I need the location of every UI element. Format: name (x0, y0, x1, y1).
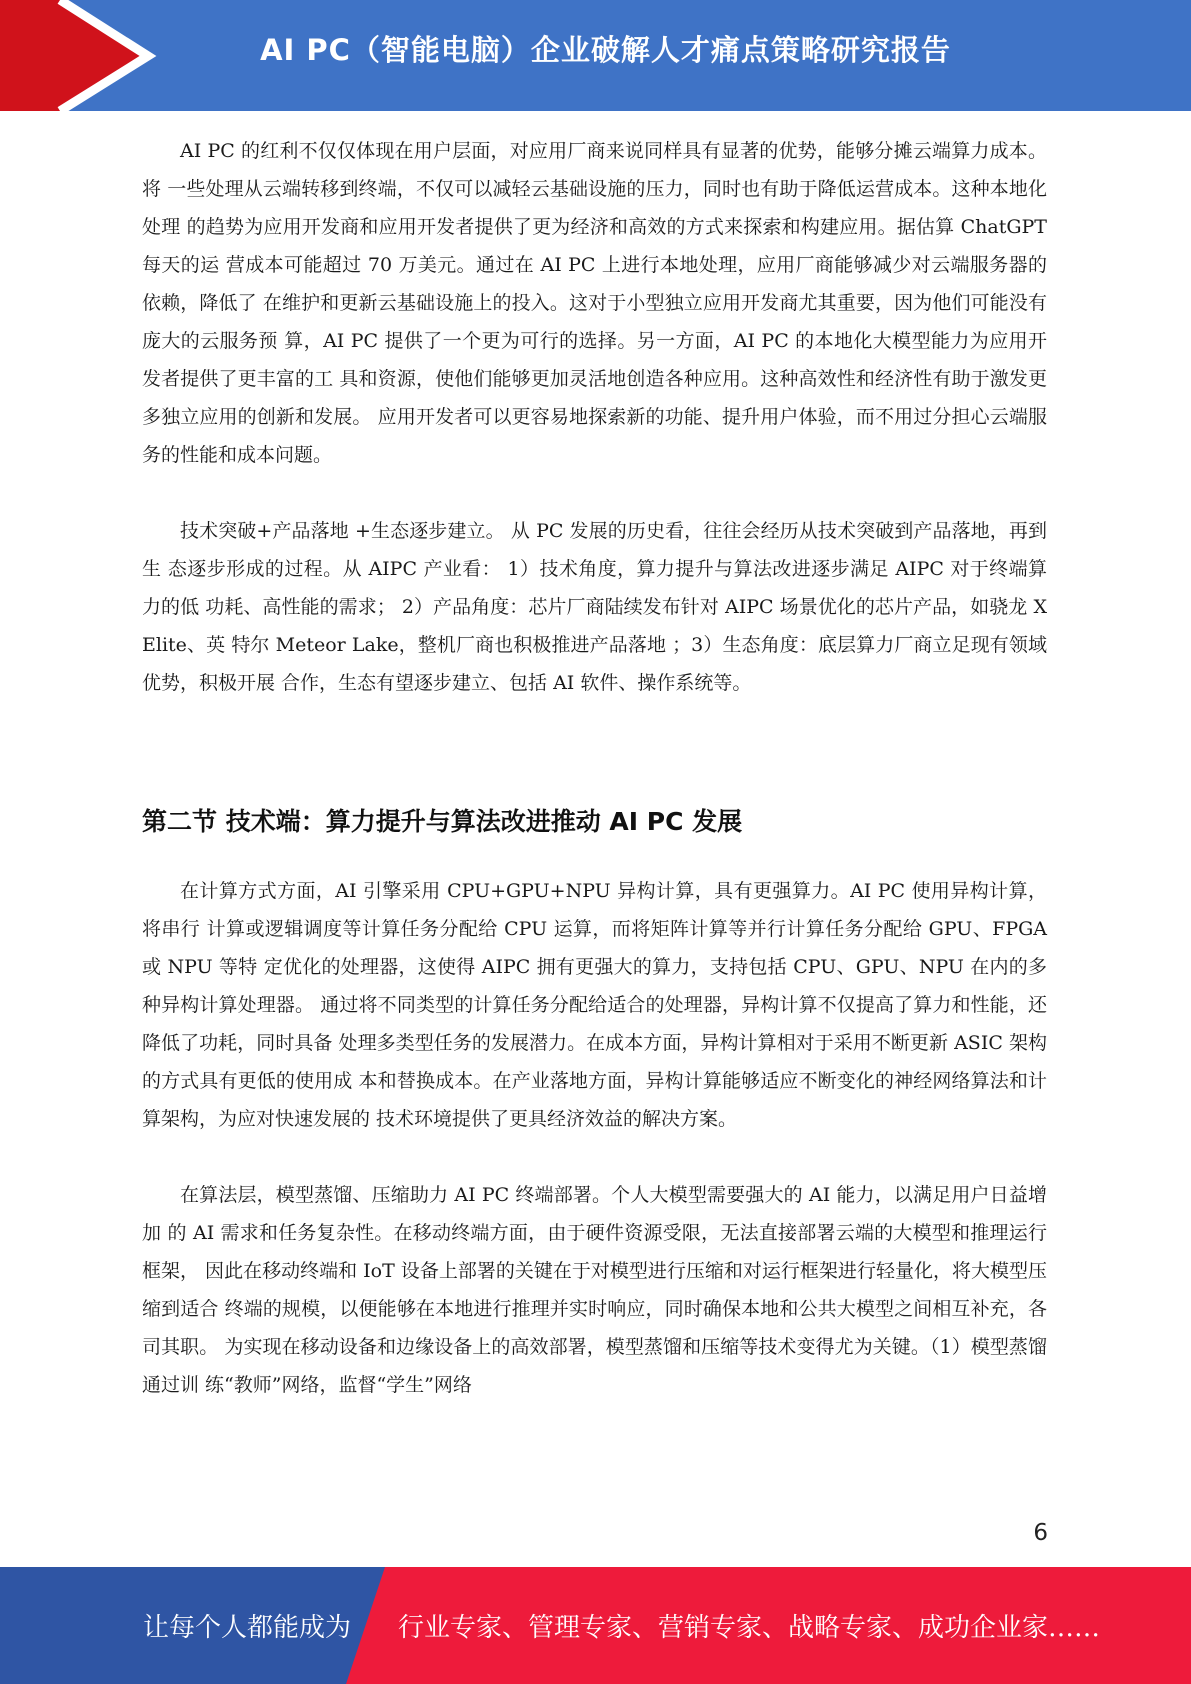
header-title: AI PC（智能电脑）企业破解人才痛点策略研究报告 (260, 33, 951, 67)
page-content (142, 132, 1047, 1404)
section-title: 第二节 技术端：算力提升与算法改进推动 AI PC 发展 (142, 807, 743, 836)
footer-slogan-left: 让每个人都能成为 (143, 1613, 352, 1643)
page-header (0, 0, 1191, 111)
paragraph-model-distillation: 在算法层，模型蒸馏、压缩助力 AI PC 终端部署。个人大模型需要强大的 AI 能力，以满足用户日益增加 的 AI 需求和任务复杂性。在移动终端方面，由于硬件资源受限，无法直接部署云端的大模型和推理运行框架， 因此在移动终端和 IoT 设备上部署的关键在于对模型进行压缩和对运行框架进行轻量化，将大模型压缩到适合 终端的规模，以便能够在本地进行推理并实时响应，同时确保本地和公共大模型之间相互补充，各司其职。 为实现在移动设备和边缘设备上的高效部署，模型蒸馏和压缩等技术变得尤为关键。（1）模型蒸馏通过训 练“教师”网络，监督“学生”网络 (142, 1184, 1047, 1396)
footer-slogan-right: 行业专家、管理专家、营销专家、战略专家、成功企业家…… (398, 1613, 1101, 1643)
paragraph-heterogeneous-computing: 在计算方式方面，AI 引擎采用 CPU+GPU+NPU 异构计算，具有更强算力。AI PC 使用异构计算，将串行 计算或逻辑调度等计算任务分配给 CPU 运算，而将矩阵计算等并行计算任务分配给 GPU、FPGA 或 NPU 等特 定优化的处理器，这使得 AIPC 拥有更强大的算力，支持包括 CPU、GPU、NPU 在内的多种异构计算处理器。 通过将不同类型的计算任务分配给适合的处理器，异构计算不仅提高了算力和性能，还降低了功耗，同时具备 处理多类型任务的发展潜力。在成本方面，异构计算相对于采用不断更新 ASIC 架构的方式具有更低的使用成 本和替换成本。在产业落地方面，异构计算能够适应不断变化的神经网络算法和计算架构，为应对快速发展的 技术环境提供了更具经济效益的解决方案。 (142, 880, 1047, 1130)
page-footer (0, 1567, 1191, 1684)
paragraph-cost-advantage: AI PC 的红利不仅仅体现在用户层面，对应用厂商来说同样具有显著的优势，能够分摊云端算力成本。将 一些处理从云端转移到终端，不仅可以减轻云基础设施的压力，同时也有助于降低运营成本。这种本地化处理 的趋势为应用开发商和应用开发者提供了更为经济和高效的方式来探索和构建应用。据估算 ChatGPT 每天的运 营成本可能超过 70 万美元。通过在 AI PC 上进行本地处理，应用厂商能够减少对云端服务器的依赖，降低了 在维护和更新云基础设施上的投入。这对于小型独立应用开发商尤其重要，因为他们可能没有庞大的云服务预 算，AI PC 提供了一个更为可行的选择。另一方面，AI PC 的本地化大模型能力为应用开发者提供了更丰富的工 具和资源，使他们能够更加灵活地创造各种应用。这种高效性和经济性有助于激发更多独立应用的创新和发展。 应用开发者可以更容易地探索新的功能、提升用户体验，而不用过分担心云端服务的性能和成本问题。 (142, 140, 1047, 466)
page-number: 6 (1033, 1520, 1048, 1546)
paragraph-tech-breakthrough: 技术突破+产品落地 +生态逐步建立。 从 PC 发展的历史看，往往会经历从技术突破到产品落地，再到生 态逐步形成的过程。从 AIPC 产业看： 1）技术角度，算力提升与算法改进逐步满足 AIPC 对于终端算力的低 功耗、高性能的需求； 2）产品角度：芯片厂商陆续发布针对 AIPC 场景优化的芯片产品，如骁龙 X Elite、英 特尔 Meteor Lake，整机厂商也积极推进产品落地 ；3）生态角度：底层算力厂商立足现有领域优势，积极开展 合作，生态有望逐步建立、包括 AI 软件、操作系统等。 (142, 520, 1047, 694)
